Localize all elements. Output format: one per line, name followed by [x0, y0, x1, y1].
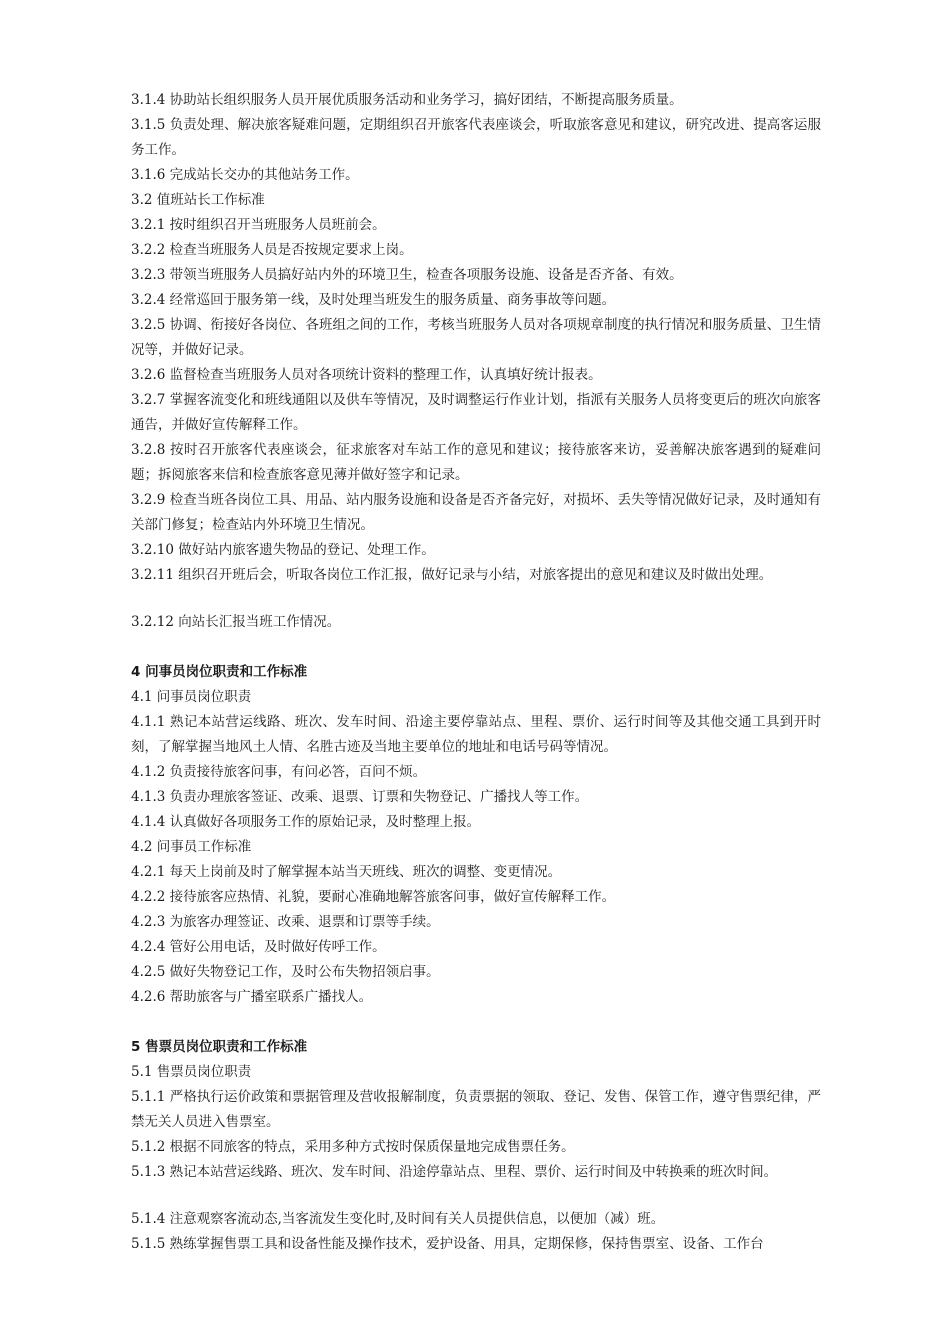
paragraph-4-1-2: 4.1.2 负责接待旅客问事，有问必答，百问不烦。 — [131, 764, 427, 780]
paragraph-4-1-3: 4.1.3 负责办理旅客签证、改乘、退票、订票和失物登记、广播找人等工作。 — [131, 789, 589, 805]
spacer — [131, 1010, 821, 1035]
paragraph-4-2-2: 4.2.2 接待旅客应热情、礼貌，要耐心准确地解答旅客问事，做好宣传解释工作。 — [131, 889, 616, 905]
paragraph-4-1-1: 4.1.1 熟记本站营运线路、班次、发车时间、沿途主要停靠站点、里程、票价、运行时间等及其他交通工具到开时刻，了解掌握当地风土人情、名胜古迹及当地主要单位的地址和电话号码等情况。 — [131, 714, 821, 755]
paragraph-3-1-6: 3.1.6 完成站长交办的其他站务工作。 — [131, 167, 359, 183]
paragraph-3-2-9: 3.2.9 检查当班各岗位工具、用品、站内服务设施和设备是否齐备完好，对损坏、丢失等情况做好记录，及时通知有关部门修复；检查站内外环境卫生情况。 — [131, 492, 821, 533]
paragraph-5-1-4: 5.1.4 注意观察客流动态,当客流发生变化时,及时间有关人员提供信息，以便加（减）班。 — [131, 1211, 665, 1227]
paragraph-3-2-7: 3.2.7 掌握客流变化和班线通阻以及供车等情况，及时调整运行作业计划，指派有关服务人员将变更后的班次向旅客通告，并做好宣传解释工作。 — [131, 392, 821, 433]
paragraph-3-2-4: 3.2.4 经常巡回于服务第一线，及时处理当班发生的服务质量、商务事故等问题。 — [131, 292, 616, 308]
paragraph-3-2-12: 3.2.12 向站长汇报当班工作情况。 — [131, 614, 341, 630]
paragraph-3-2-3: 3.2.3 带领当班服务人员搞好站内外的环境卫生，检查各项服务设施、设备是否齐备、有效。 — [131, 267, 683, 283]
section-4-1-title: 4.1 问事员岗位职责 — [131, 689, 252, 705]
spacer — [131, 588, 821, 610]
document-page — [131, 88, 821, 1257]
section-4-2-title: 4.2 问事员工作标准 — [131, 839, 252, 855]
paragraph-3-1-4: 3.1.4 协助站长组织服务人员开展优质服务活动和业务学习，搞好团结，不断提高服务质量。 — [131, 92, 683, 108]
paragraph-5-1-1: 5.1.1 严格执行运价政策和票据管理及营收报解制度，负责票据的领取、登记、发售、保管工作，遵守售票纪律，严禁无关人员进入售票室。 — [131, 1089, 821, 1130]
spacer — [131, 1185, 821, 1207]
section-4-heading: 4 问事员岗位职责和工作标准 — [131, 664, 308, 680]
paragraph-4-2-6: 4.2.6 帮助旅客与广播室联系广播找人。 — [131, 989, 373, 1005]
paragraph-4-2-4: 4.2.4 管好公用电话，及时做好传呼工作。 — [131, 939, 386, 955]
section-5-heading: 5 售票员岗位职责和工作标准 — [131, 1039, 308, 1055]
paragraph-3-2-10: 3.2.10 做好站内旅客遗失物品的登记、处理工作。 — [131, 542, 435, 558]
paragraph-4-2-1: 4.2.1 每天上岗前及时了解掌握本站当天班线、班次的调整、变更情况。 — [131, 864, 562, 880]
paragraph-3-2-6: 3.2.6 监督检查当班服务人员对各项统计资料的整理工作，认真填好统计报表。 — [131, 367, 602, 383]
section-5-1-title: 5.1 售票员岗位职责 — [131, 1064, 252, 1080]
paragraph-5-1-5: 5.1.5 熟练掌握售票工具和设备性能及操作技术，爱护设备、用具，定期保修，保持售票室、设备、工作台 — [131, 1236, 764, 1252]
paragraph-3-2-2: 3.2.2 检查当班服务人员是否按规定要求上岗。 — [131, 242, 413, 258]
paragraph-5-1-3: 5.1.3 熟记本站营运线路、班次、发车时间、沿途停靠站点、里程、票价、运行时间及中转换乘的班次时间。 — [131, 1164, 778, 1180]
paragraph-4-2-3: 4.2.3 为旅客办理签证、改乘、退票和订票等手续。 — [131, 914, 440, 930]
paragraph-3-2-5: 3.2.5 协调、衔接好各岗位、各班组之间的工作，考核当班服务人员对各项规章制度的执行情况和服务质量、卫生情况等，并做好记录。 — [131, 317, 821, 358]
paragraph-3-2-8: 3.2.8 按时召开旅客代表座谈会，征求旅客对车站工作的意见和建议；接待旅客来访，妥善解决旅客遇到的疑难问题；拆阅旅客来信和检查旅客意见薄并做好签字和记录。 — [131, 442, 821, 483]
paragraph-5-1-2: 5.1.2 根据不同旅客的特点，采用多种方式按时保质保量地完成售票任务。 — [131, 1139, 575, 1155]
paragraph-4-2-5: 4.2.5 做好失物登记工作，及时公布失物招领启事。 — [131, 964, 440, 980]
paragraph-4-1-4: 4.1.4 认真做好各项服务工作的原始记录，及时整理上报。 — [131, 814, 481, 830]
paragraph-3-1-5: 3.1.5 负责处理、解决旅客疑难问题，定期组织召开旅客代表座谈会，听取旅客意见和建议，研究改进、提高客运服务工作。 — [131, 117, 821, 158]
paragraph-3-2-11: 3.2.11 组织召开班后会，听取各岗位工作汇报，做好记录与小结，对旅客提出的意见和建议及时做出处理。 — [131, 567, 773, 583]
section-3-2-title: 3.2 值班站长工作标准 — [131, 192, 265, 208]
paragraph-3-2-1: 3.2.1 按时组织召开当班服务人员班前会。 — [131, 217, 386, 233]
spacer — [131, 635, 821, 660]
